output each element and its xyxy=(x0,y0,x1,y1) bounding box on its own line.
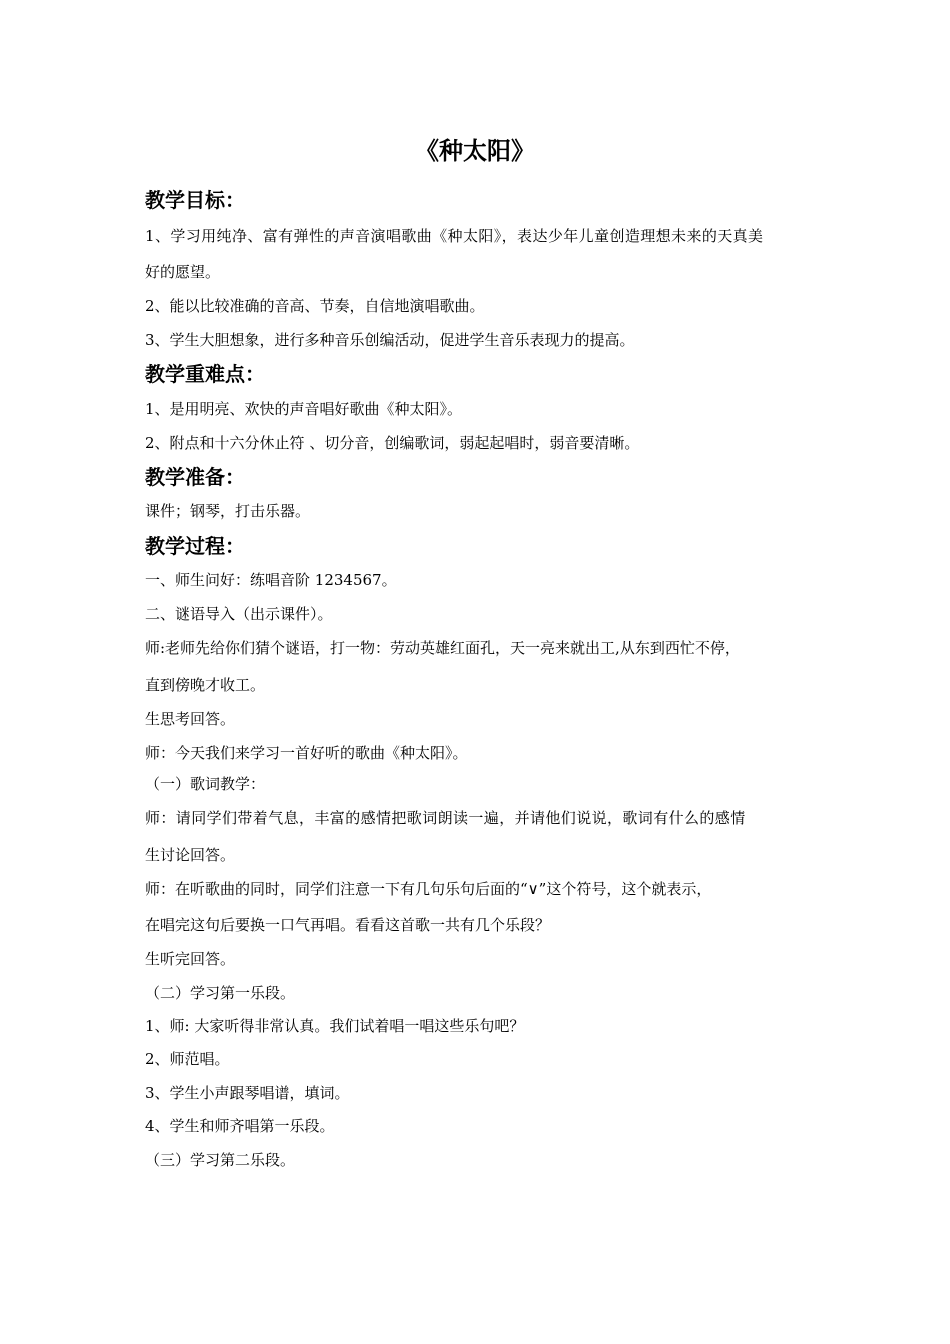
objectives-line-3: 2、能以比较准确的音高、节奏，自信地演唱歌曲。 xyxy=(145,297,485,315)
preparation-line-1: 课件；钢琴，打击乐器。 xyxy=(145,502,311,520)
objectives-line-2: 好的愿望。 xyxy=(145,263,221,281)
process-line-9: 生讨论回答。 xyxy=(145,846,236,864)
process-line-5: 生思考回答。 xyxy=(145,710,236,728)
process-line-16: 3、学生小声跟琴唱谱，填词。 xyxy=(145,1084,350,1102)
process-line-4: 直到傍晚才收工。 xyxy=(145,676,266,694)
process-line-17: 4、学生和师齐唱第一乐段。 xyxy=(145,1117,335,1135)
process-line-2: 二、谜语导入（出示课件）。 xyxy=(145,605,333,623)
process-line-14: 1、师: 大家听得非常认真。我们试着唱一唱这些乐句吧？ xyxy=(145,1017,525,1035)
process-line-8: 师：请同学们带着气息，丰富的感情把歌词朗读一遍，并请他们说说，歌词有什么的感情 xyxy=(145,809,746,827)
key-points-heading: 教学重难点： xyxy=(145,362,265,386)
process-heading: 教学过程： xyxy=(145,534,245,558)
key-points-line-2: 2、附点和十六分休止符 、切分音，创编歌词，弱起起唱时，弱音要清晰。 xyxy=(145,434,640,452)
process-line-11: 在唱完这句后要换一口气再唱。看看这首歌一共有几个乐段？ xyxy=(145,916,551,934)
document-title: 《种太阳》 xyxy=(415,137,535,165)
process-line-3: 师:老师先给你们猜个谜语，打一物：劳动英雄红面孔，天一亮来就出工,从东到西忙不停， xyxy=(145,639,740,657)
objectives-line-1: 1、学习用纯净、富有弹性的声音演唱歌曲《种太阳》，表达少年儿童创造理想未来的天真美 xyxy=(145,227,764,245)
process-line-10: 师：在听歌曲的同时，同学们注意一下有几句乐句后面的“∨”这个符号，这个就表示， xyxy=(145,880,712,898)
process-line-7: （一）歌词教学： xyxy=(145,775,266,793)
key-points-line-1: 1、是用明亮、欢快的声音唱好歌曲《种太阳》。 xyxy=(145,400,463,418)
process-line-6: 师：今天我们来学习一首好听的歌曲《种太阳》。 xyxy=(145,744,468,762)
process-line-18: （三）学习第二乐段。 xyxy=(145,1151,296,1169)
objectives-heading: 教学目标： xyxy=(145,188,245,212)
preparation-heading: 教学准备： xyxy=(145,465,245,489)
objectives-line-4: 3、学生大胆想象，进行多种音乐创编活动，促进学生音乐表现力的提高。 xyxy=(145,331,635,349)
process-line-15: 2、师范唱。 xyxy=(145,1050,230,1068)
process-line-13: （二）学习第一乐段。 xyxy=(145,984,296,1002)
process-line-1: 一、师生问好：练唱音阶 1234567。 xyxy=(145,571,397,589)
process-line-12: 生听完回答。 xyxy=(145,950,236,968)
